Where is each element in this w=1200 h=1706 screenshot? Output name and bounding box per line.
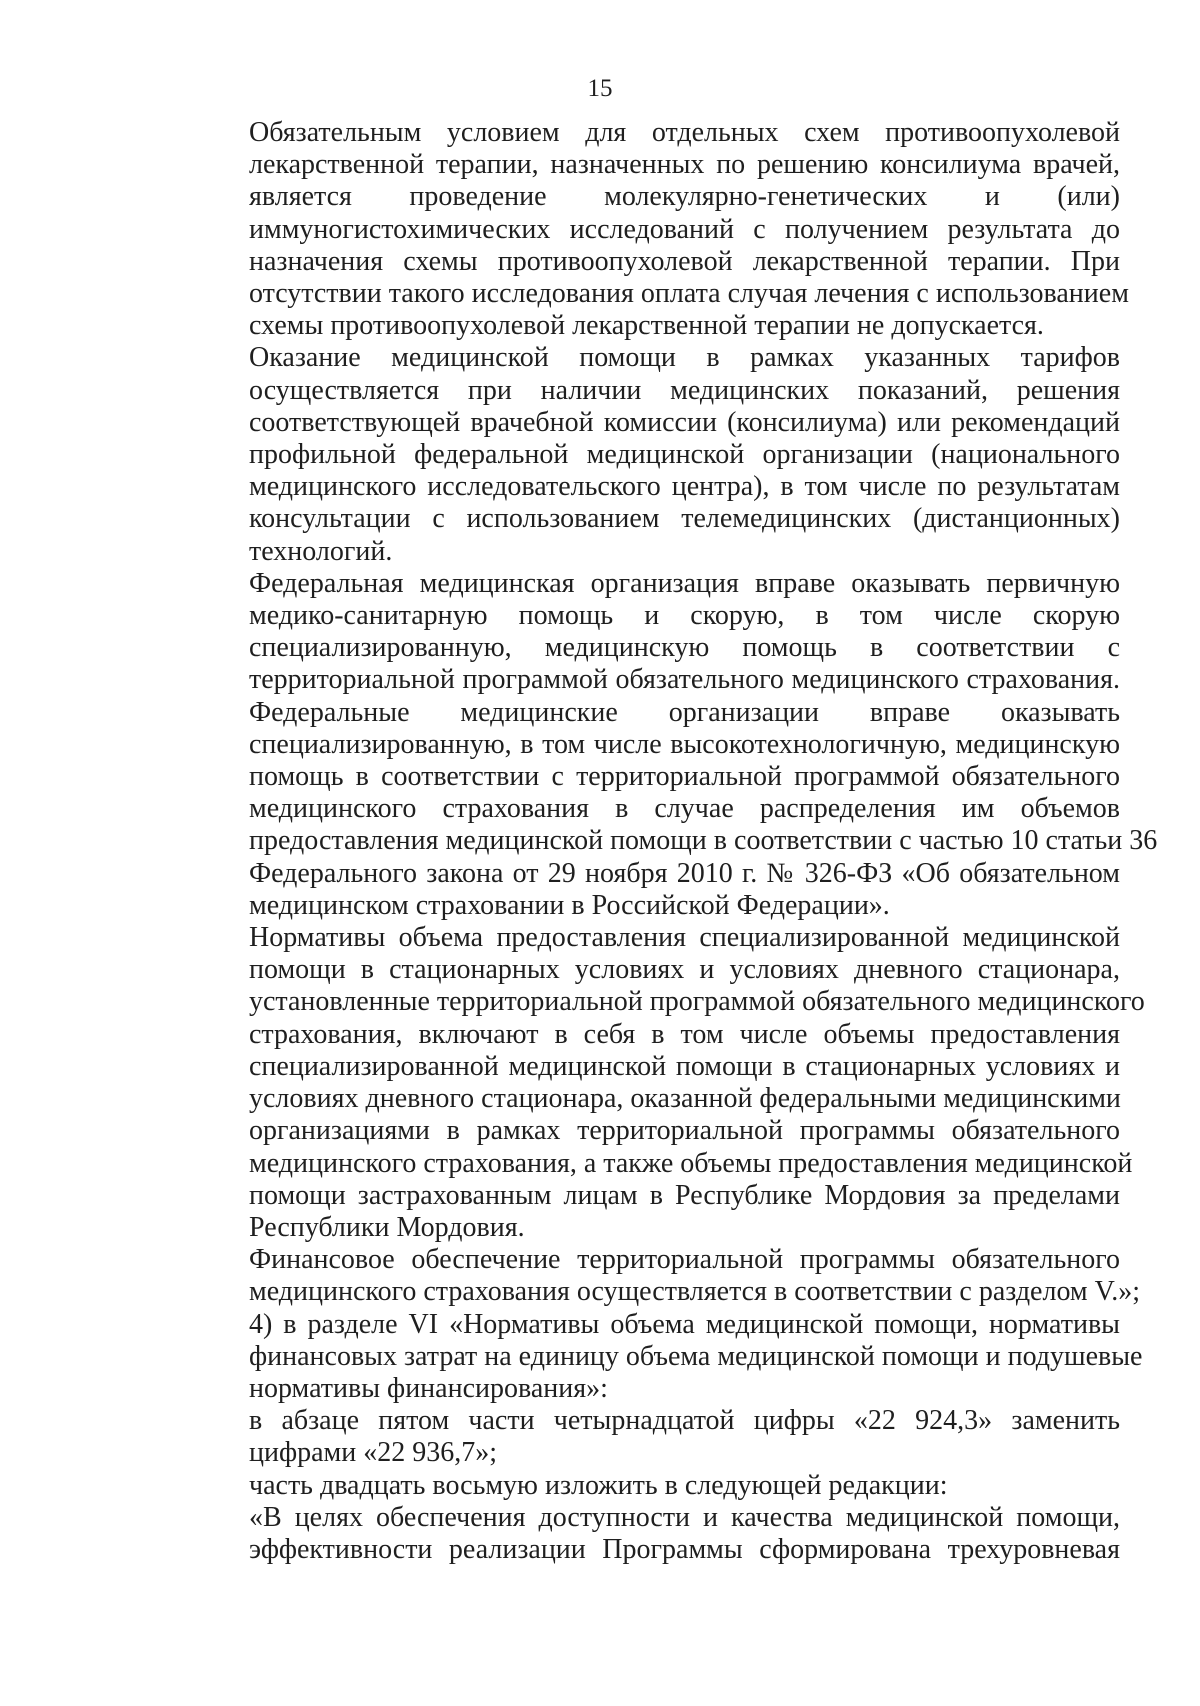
text-line: осуществляется при наличии медицинских показаний, решения	[249, 374, 1120, 406]
text-line: финансовых затрат на единицу объема медицинской помощи и подушевые	[249, 1340, 1143, 1372]
text-line: отсутствии такого исследования оплата случая лечения с использованием	[249, 278, 1129, 310]
text-line: медицинского исследовательского центра), в том числе по результатам	[249, 471, 1120, 503]
paragraph-specialized-care-norms	[176, 922, 1145, 1244]
text-line: специализированной медицинской помощи в стационарных условиях и	[249, 1050, 1120, 1082]
text-line: медико-санитарную помощь и скорую, в том числе скорую	[249, 600, 1120, 632]
text-line: эффективности реализации Программы сформирована трехуровневая	[249, 1533, 1120, 1565]
text-line: медицинского страхования осуществляется в соответствии с разделом V.»;	[249, 1276, 1141, 1308]
text-line: страхования, включают в себя в том числе объемы предоставления	[249, 1018, 1120, 1050]
text-line: Обязательным условием для отдельных схем противоопухолевой	[249, 117, 1120, 148]
text-line: соответствующей врачебной комиссии (консилиума) или рекомендаций	[249, 406, 1120, 438]
paragraph-financial-provision	[176, 1244, 1141, 1308]
text-line: Республики Мордовия.	[249, 1211, 525, 1243]
paragraph-medical-care-tariffs	[176, 342, 1120, 567]
text-line: помощь в соответствии с территориальной программой обязательного	[249, 761, 1120, 793]
text-line: консультации с использованием телемедицинских (дистанционных)	[249, 503, 1120, 535]
text-line: нормативы финансирования»:	[249, 1372, 608, 1404]
paragraph-part-twenty-eight	[176, 1470, 1120, 1502]
text-line: лекарственной терапии, назначенных по решению консилиума врачей,	[249, 149, 1120, 181]
paragraph-figures-replacement	[176, 1405, 1120, 1469]
text-line: назначения схемы противоопухолевой лекарственной терапии. При	[249, 245, 1120, 277]
text-line: установленные территориальной программой обязательного медицинского	[249, 986, 1145, 1018]
text-line: Федеральные медицинские организации вправе оказывать	[249, 696, 1120, 728]
text-line: медицинского страхования в случае распределения им объемов	[249, 793, 1120, 825]
text-line: помощи застрахованным лицам в Республике Мордовия за пределами	[249, 1179, 1120, 1211]
text-line: Оказание медицинской помощи в рамках указанных тарифов	[249, 342, 1120, 374]
text-line: медицинского страхования, а также объемы предоставления медицинской	[249, 1147, 1133, 1179]
text-line: специализированную, в том числе высокотехнологичную, медицинскую	[249, 728, 1120, 760]
text-line: технологий.	[249, 535, 393, 567]
text-line: Финансовое обеспечение территориальной программы обязательного	[249, 1244, 1120, 1276]
text-line: медицинском страховании в Российской Федерации».	[249, 889, 890, 921]
text-line: 4) в разделе VI «Нормативы объема медицинской помощи, нормативы	[249, 1308, 1120, 1340]
text-line: является проведение молекулярно-генетических и (или)	[249, 181, 1120, 213]
text-line: схемы противоопухолевой лекарственной терапии не допускается.	[249, 310, 1044, 342]
text-line: организациями в рамках территориальной программы обязательного	[249, 1115, 1120, 1147]
text-line: в абзаце пятом части четырнадцатой цифры «22 924,3» заменить	[249, 1405, 1120, 1437]
text-line: предоставления медицинской помощи в соответствии с частью 10 статьи 36	[249, 825, 1158, 857]
text-line: специализированную, медицинскую помощь в соответствии с	[249, 632, 1120, 664]
text-line: помощи в стационарных условиях и условиях дневного стационара,	[249, 954, 1120, 986]
text-line: профильной федеральной медицинской организации (национального	[249, 439, 1120, 471]
text-line: Федеральная медицинская организация вправе оказывать первичную	[249, 567, 1120, 599]
text-line: Федерального закона от 29 ноября 2010 г. № 326-ФЗ «Об обязательном	[249, 857, 1120, 889]
paragraph-molecular-genetic-condition	[176, 117, 1129, 342]
text-line: иммуногистохимических исследований с получением результата до	[249, 213, 1120, 245]
text-line: «В целях обеспечения доступности и качества медицинской помощи,	[249, 1501, 1120, 1533]
paragraph-section-vi-amendment	[176, 1308, 1143, 1406]
text-line: Нормативы объема предоставления специализированной медицинской	[249, 922, 1120, 954]
text-line: условиях дневного стационара, оказанной федеральными медицинскими	[249, 1083, 1121, 1115]
text-line: часть двадцать восьмую изложить в следующей редакции:	[249, 1469, 948, 1501]
text-line: территориальной программой обязательного медицинского страхования.	[249, 664, 1120, 696]
paragraph-accessibility-quality	[176, 1502, 1120, 1566]
document-body	[176, 117, 1158, 1566]
paragraph-federal-organizations	[176, 567, 1158, 922]
text-line: цифрами «22 936,7»;	[249, 1437, 498, 1469]
page-number: 15	[587, 75, 613, 102]
